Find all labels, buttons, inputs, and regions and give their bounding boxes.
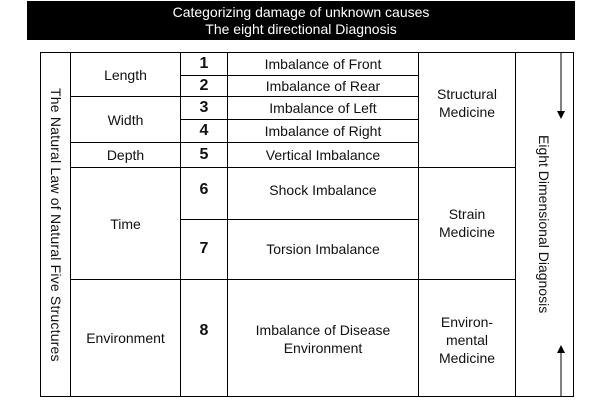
structure-depth: Depth	[106, 147, 145, 163]
row-number: 8	[199, 322, 209, 339]
eight-dimensional-label-column	[515, 53, 573, 396]
title-line-1: Categorizing damage of unknown causes	[172, 4, 430, 20]
title-banner	[27, 1, 575, 40]
row-name: Torsion Imbalance	[266, 241, 380, 257]
row-number: 2	[199, 77, 209, 94]
row-number: 5	[199, 146, 209, 163]
eight-dimensional-label: Eight Dimensional Diagnosis	[536, 135, 552, 314]
environmental-medicine-label: Environ-mental Medicine	[438, 314, 496, 366]
row-name: Vertical Imbalance	[265, 147, 381, 163]
row-name: Imbalance of Rear	[265, 78, 381, 94]
diagnosis-table	[40, 52, 574, 397]
divider	[418, 53, 419, 396]
row-name: Imbalance of Front	[264, 56, 382, 72]
row-name: Imbalance of Disease Environment	[255, 322, 391, 356]
row-number: 4	[199, 122, 209, 139]
row-name: Imbalance of Right	[264, 123, 382, 139]
strain-medicine-label: Strain Medicine	[438, 206, 496, 240]
structure-environment: Environment	[86, 330, 165, 346]
row-name: Imbalance of Left	[269, 100, 377, 116]
natural-law-label: The Natural Law of Natural Five Structures	[48, 87, 64, 362]
row-number: 3	[199, 99, 209, 116]
row-name: Shock Imbalance	[269, 182, 377, 198]
row-number: 1	[199, 55, 209, 72]
title-line-2: The eight directional Diagnosis	[205, 21, 397, 37]
row-number: 7	[199, 240, 209, 257]
row-number: 6	[199, 181, 209, 198]
structure-length: Length	[104, 66, 147, 83]
divider	[180, 219, 418, 220]
structure-width: Width	[107, 111, 144, 128]
structure-time: Time	[110, 215, 141, 232]
structural-medicine-label: Structural Medicine	[437, 86, 497, 120]
